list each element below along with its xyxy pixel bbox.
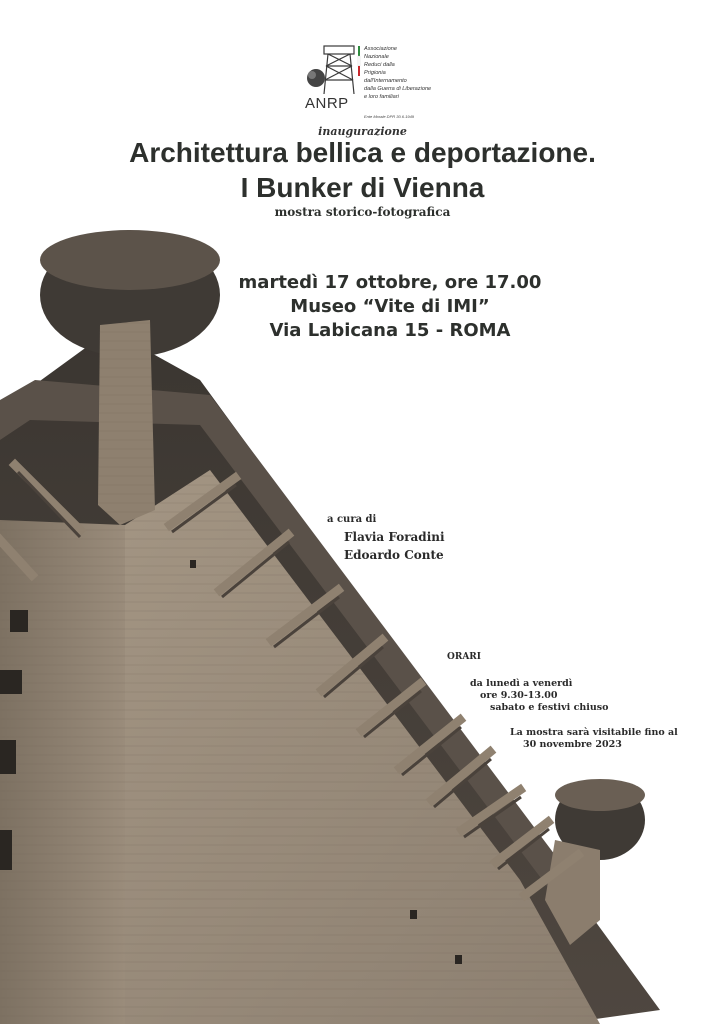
curator-name: Flavia Foradini [344,530,445,544]
page-title-line-2: I Bunker di Vienna [240,172,485,203]
event-address: Via Labicana 15 - ROMA [269,320,511,341]
logo-line: Prigionia [364,70,386,76]
event-venue: Museo “Vite di IMI” [290,296,490,317]
logo-line: Associazione [364,46,397,52]
event-date: martedì 17 ottobre, ore 17.00 [238,272,542,293]
hours-line: da lunedì a venerdì [470,678,573,689]
visibility-line: La mostra sarà visitabile fino al [510,727,678,738]
logo-line: dalla Guerra di Liberazione [364,86,432,92]
logo-association-name [364,45,444,101]
visibility-line: 30 novembre 2023 [523,739,622,750]
logo-footer: Ente Morale DPR 30.6.1949 [364,114,415,119]
logo-line: e loro familiari [364,94,399,100]
page-title-line-1: Architettura bellica e deportazione. [129,137,596,168]
kicker: inaugurazione [318,125,407,138]
hours-line: sabato e festivi chiuso [490,702,609,713]
curator-name: Edoardo Conte [344,548,444,562]
logo-line: Nazionale [364,54,389,60]
logo-line: Reduci dalla [364,62,395,68]
logo-line: dall'Internamento [364,78,407,84]
subtitle: mostra storico-fotografica [274,205,451,219]
logo-acronym: ANRP [305,95,349,112]
hours-line: ore 9.30-13.00 [480,690,558,701]
curated-by-label: a cura di [327,514,377,525]
hours-heading: ORARI [447,652,481,662]
